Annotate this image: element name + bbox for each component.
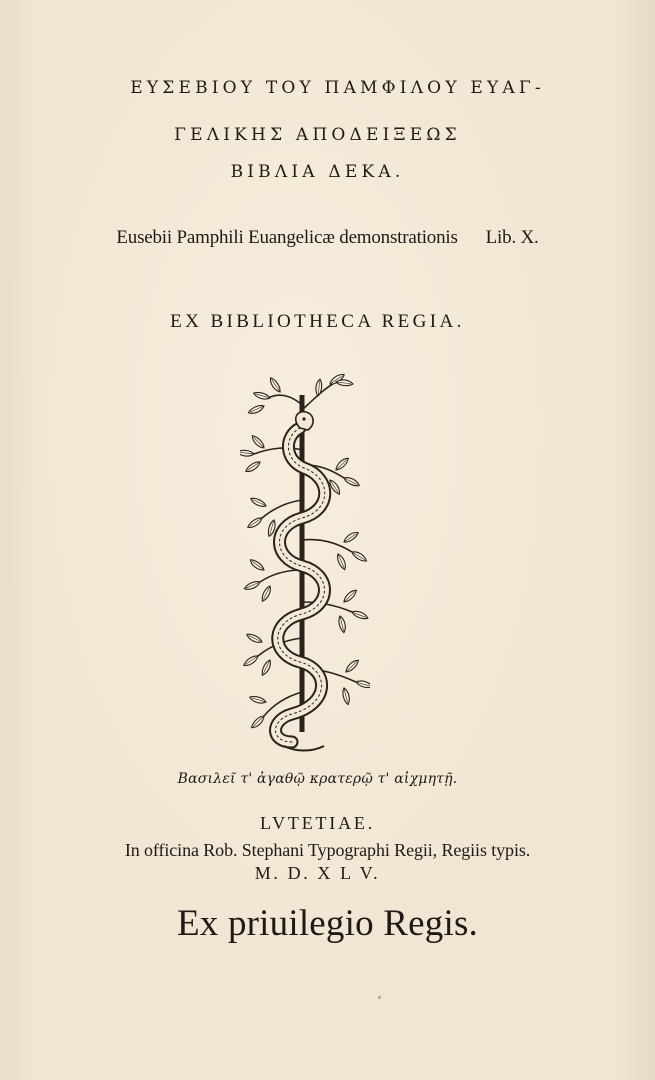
greek-title-line-3: ΒΙΒΛΙΑ ΔΕΚΑ.	[230, 162, 405, 182]
royal-privilege: Ex priuilegio Regis.	[177, 903, 478, 944]
imprint-date: M. D. X L V.	[254, 863, 381, 883]
greek-title-line-2: ΓΕΛΙΚΗΣ ΑΠΟΔΕΙΞΕΩΣ	[174, 125, 461, 145]
library-provenance: EX BIBLIOTHECA REGIA.	[170, 311, 465, 332]
latin-title	[0, 227, 655, 249]
printers-mark-motto: Βασιλεῖ τ' ἀγαθῷ κρατερῷ τ' αἰχμητῇ.	[177, 771, 458, 787]
paper-speck	[378, 996, 381, 999]
imprint-city: LVTETIAE.	[259, 813, 375, 833]
imprint-printer: In officina Rob. Stephani Typographi Regii, Regiis typis.	[124, 840, 531, 860]
latin-title-text: Eusebii Pamphili Euangelicæ demonstrationis	[116, 227, 458, 248]
olive-tree-serpent-printers-mark-icon	[240, 370, 370, 760]
latin-title-book-count: Lib. X.	[485, 227, 539, 248]
greek-title-line-1: ΕΥΣΕΒΙΟΥ ΤΟΥ ΠΑΜΦΙΛΟΥ ΕΥΑΓ-	[130, 78, 545, 98]
